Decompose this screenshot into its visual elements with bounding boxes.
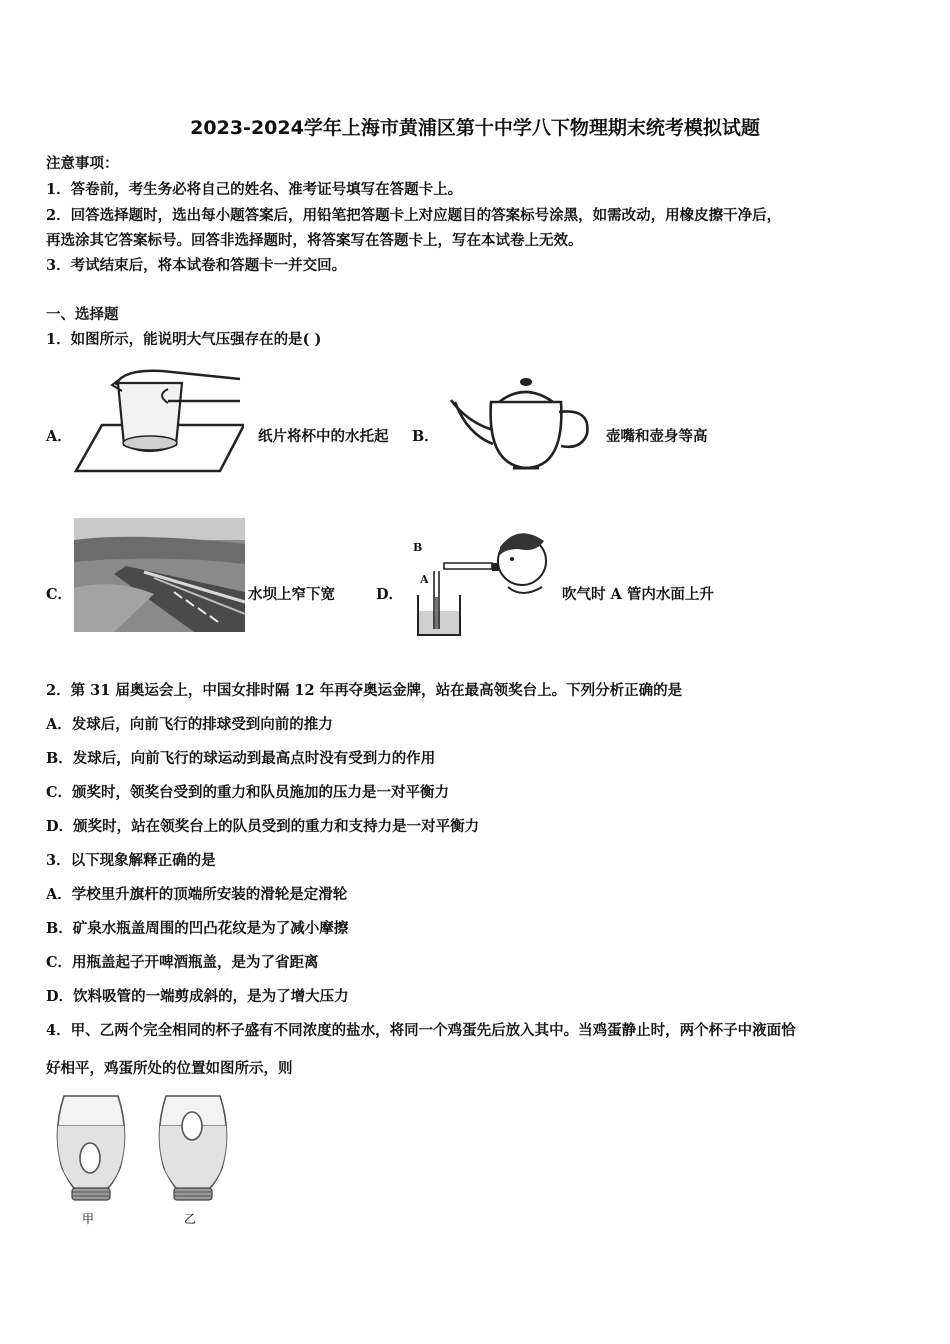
q3-stem: 3．以下现象解释正确的是 xyxy=(46,852,216,869)
q2-stem: 2．第 31 届奥运会上，中国女排时隔 12 年再夺奥运金牌，站在最高领奖台上。下列分析正确的是 xyxy=(46,682,683,699)
section-heading: 一、选择题 xyxy=(46,306,119,323)
q1-option-c-label: C． xyxy=(46,586,73,603)
q1-option-a-text: 纸片将杯中的水托起 xyxy=(258,428,389,445)
notice-item: 再选涂其它答案标号。回答非选择题时，将答案写在答题卡上，写在本试卷上无效。 xyxy=(46,232,583,249)
q2-option: D．颁奖时，站在领奖台上的队员受到的重力和支持力是一对平衡力 xyxy=(46,818,480,835)
cup-yi-figure xyxy=(154,1092,232,1204)
q3-option: B．矿泉水瓶盖周围的凹凸花纹是为了减小摩擦 xyxy=(46,920,349,937)
cup-jia-label: 甲 xyxy=(82,1212,95,1226)
q1-option-c-text: 水坝上窄下宽 xyxy=(248,586,335,603)
q2-option: B．发球后，向前飞行的球运动到最高点时没有受到力的作用 xyxy=(46,750,436,767)
q1-option-b-text: 壶嘴和壶身等高 xyxy=(606,428,708,445)
notice-item: 1．答卷前，考生务必将自己的姓名、准考证号填写在答题卡上。 xyxy=(46,181,463,198)
q4-stem: 4．甲、乙两个完全相同的杯子盛有不同浓度的盐水，将同一个鸡蛋先后放入其中。当鸡蛋静止时，两个杯子中液面恰 xyxy=(46,1022,796,1039)
q3-option: D．饮料吸管的一端剪成斜的，是为了增大压力 xyxy=(46,988,349,1005)
q4-stem-continued: 好相平，鸡蛋所处的位置如图所示，则 xyxy=(46,1060,293,1077)
q1-option-b-label: B． xyxy=(412,428,439,445)
q2-option: A．发球后，向前飞行的排球受到向前的推力 xyxy=(46,716,333,733)
q3-option: C．用瓶盖起子开啤酒瓶盖，是为了省距离 xyxy=(46,954,319,971)
page-title: 2023-2024学年上海市黄浦区第十中学八下物理期末统考模拟试题 xyxy=(190,117,760,139)
teapot-figure xyxy=(447,372,595,476)
tube-label-b: B xyxy=(413,541,423,554)
q3-option: A．学校里升旗杆的顶端所安装的滑轮是定滑轮 xyxy=(46,886,348,903)
q2-option: C．颁奖时，领奖台受到的重力和队员施加的压力是一对平衡力 xyxy=(46,784,450,801)
q1-option-a-label: A． xyxy=(46,428,72,445)
dam-photo xyxy=(74,518,245,632)
tube-label-a: A xyxy=(420,573,429,586)
notice-heading: 注意事项： xyxy=(46,155,119,172)
q1-option-d-label: D． xyxy=(376,586,404,603)
notice-item: 3．考试结束后，将本试卷和答题卡一并交回。 xyxy=(46,257,347,274)
cup-yi-label: 乙 xyxy=(184,1212,197,1226)
q1-option-d-text: 吹气时 A 管内水面上升 xyxy=(562,586,714,603)
blowing-tube-figure xyxy=(408,525,548,640)
cup-jia-figure xyxy=(52,1092,130,1204)
cup-paper-figure xyxy=(72,365,244,477)
notice-item: 2．回答选择题时，选出每小题答案后，用铅笔把答题卡上对应题目的答案标号涂黑，如需改动，用橡皮擦干净后， xyxy=(46,207,782,224)
q1-stem: 1．如图所示，能说明大气压强存在的是( ) xyxy=(46,331,322,348)
